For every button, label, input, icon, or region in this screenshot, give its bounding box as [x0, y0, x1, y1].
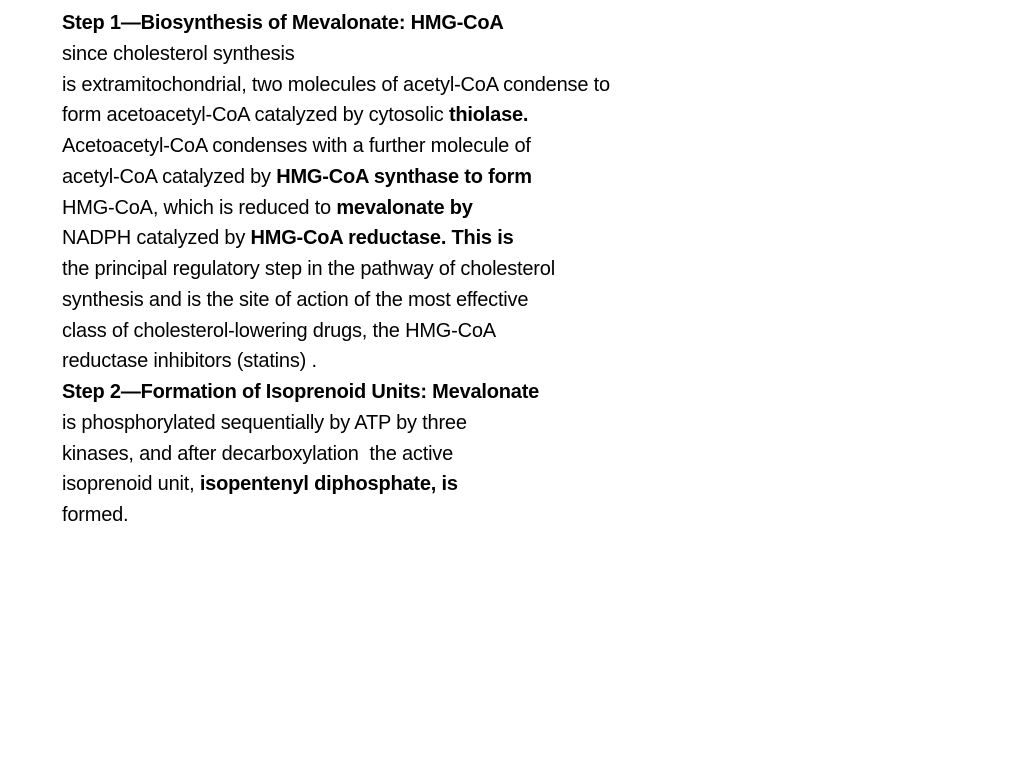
text-run: formed.	[62, 504, 129, 526]
bold-text-run: thiolase.	[448, 104, 529, 127]
text-run: NADPH catalyzed by	[62, 227, 251, 250]
slide-text-body	[62, 8, 1002, 531]
text-run: since cholesterol synthesis	[62, 42, 295, 65]
text-line	[62, 193, 1002, 224]
text-run: reductase inhibitors (statins) .	[62, 350, 317, 373]
bold-text-run: HMG-CoA synthase to form	[276, 165, 532, 188]
text-run: class of cholesterol-lowering drugs, the HMG-CoA	[62, 319, 496, 342]
text-line	[62, 131, 1002, 162]
text-run: is extramitochondrial, two molecules of acetyl-CoA condense to	[62, 73, 610, 96]
text-line	[62, 439, 1002, 470]
text-line	[62, 316, 1002, 347]
text-run: isoprenoid unit,	[62, 473, 200, 496]
bold-text-run: Step 1—Biosynthesis of Mevalonate: HMG-CoA	[62, 12, 504, 34]
text-run: synthesis and is the site of action of the most effective	[62, 288, 529, 311]
text-run: Acetoacetyl-CoA condenses with a further molecule of	[62, 135, 531, 157]
bold-text-run: Step 2—Formation of Isoprenoid Units: Mevalonate	[62, 381, 540, 403]
text-line	[62, 8, 1002, 39]
text-line	[62, 223, 1002, 254]
text-line	[62, 100, 1002, 131]
text-run: is phosphorylated sequentially by ATP by three	[62, 411, 467, 434]
text-run: HMG-CoA, which is reduced to	[62, 196, 337, 219]
text-line	[62, 500, 1002, 531]
text-run: form acetoacetyl-CoA catalyzed by cytosolic	[62, 104, 449, 127]
text-line	[62, 285, 1002, 316]
text-line	[62, 346, 1002, 377]
text-line	[62, 70, 1002, 101]
text-run: kinases, and after decarboxylation the active	[62, 442, 454, 465]
bold-text-run: HMG-CoA reductase. This is	[250, 227, 514, 250]
text-run: the principal regulatory step in the pathway of cholesterol	[62, 258, 555, 280]
text-line	[62, 39, 1002, 70]
bold-text-run: isopentenyl diphosphate, is	[199, 473, 458, 496]
text-line	[62, 254, 1002, 285]
text-run: acetyl-CoA catalyzed by	[62, 165, 277, 188]
text-line	[62, 408, 1002, 439]
text-line	[62, 162, 1002, 193]
bold-text-run: mevalonate by	[336, 196, 473, 219]
text-line	[62, 469, 1002, 500]
text-line	[62, 377, 1002, 408]
